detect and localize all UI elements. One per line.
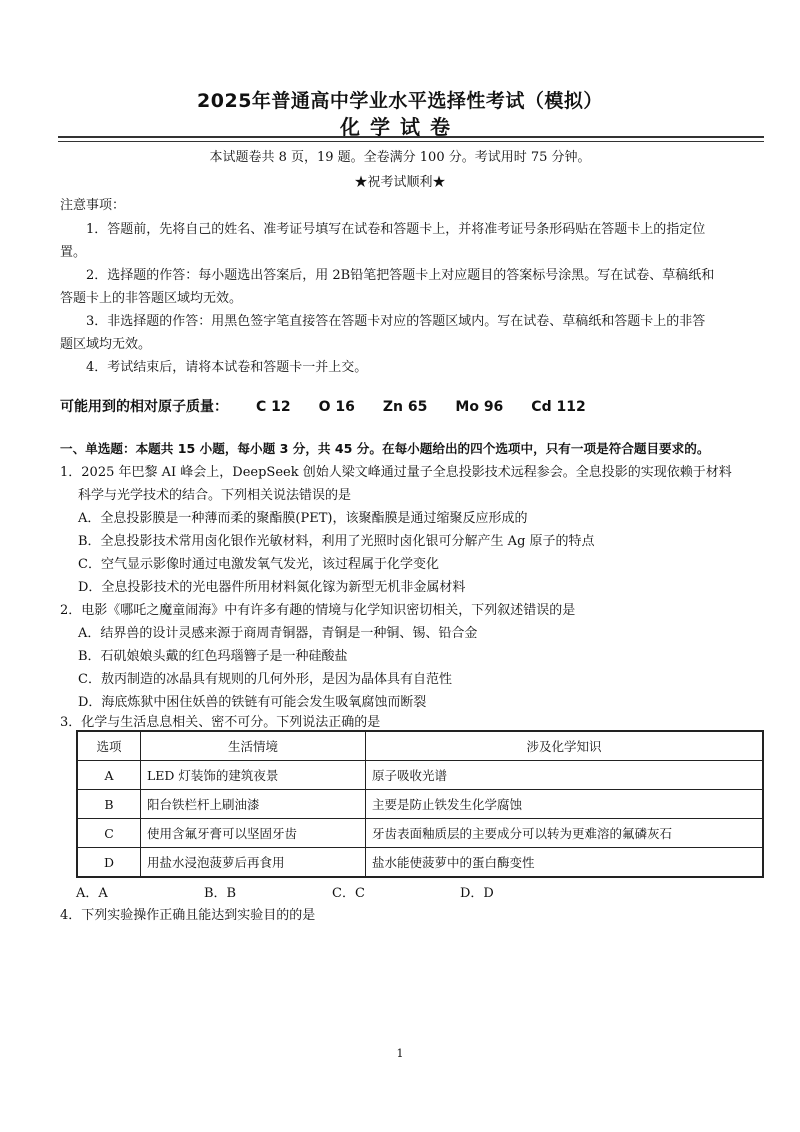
table-cell: LED 灯装饰的建筑夜景 bbox=[141, 761, 366, 790]
q4-stem: 4．下列实验操作正确且能达到实验目的的是 bbox=[60, 908, 316, 923]
table-cell: 原子吸收光谱 bbox=[366, 761, 764, 790]
table-cell: 用盐水浸泡菠萝后再食用 bbox=[141, 848, 366, 878]
header-divider-thick bbox=[58, 136, 764, 138]
note-item-2: 2．选择题的作答：每小题选出答案后，用 2B铅笔把答题卡上对应题目的答案标号涂黑。写在试卷、草稿纸和 bbox=[86, 268, 715, 283]
q3-option-a: A．A bbox=[76, 886, 108, 901]
table-header-cell: 生活情境 bbox=[141, 731, 366, 761]
q1-option-c: C．空气显示影像时通过电激发氧气发光，该过程属于化学变化 bbox=[78, 557, 439, 572]
table-row bbox=[77, 848, 763, 878]
table-header-cell: 选项 bbox=[77, 731, 141, 761]
atomic-masses bbox=[60, 396, 586, 416]
exam-title: 2025年普通高中学业水平选择性考试（模拟） bbox=[197, 90, 603, 112]
atomic-mass-mo: Mo 96 bbox=[455, 399, 504, 415]
table-cell: 阳台铁栏杆上刷油漆 bbox=[141, 790, 366, 819]
table-cell: 主要是防止铁发生化学腐蚀 bbox=[366, 790, 764, 819]
subject-title: 化学试卷 bbox=[340, 115, 460, 139]
q1-option-a: A．全息投影膜是一种薄而柔的聚酯膜(PET)，该聚酯膜是通过缩聚反应形成的 bbox=[78, 511, 528, 526]
note-item-2-cont: 答题卡上的非答题区域均无效。 bbox=[60, 291, 243, 306]
q3-option-c: C．C bbox=[332, 886, 365, 901]
table-cell: B bbox=[77, 790, 141, 819]
note-item-1-cont: 置。 bbox=[60, 245, 87, 260]
table-cell: A bbox=[77, 761, 141, 790]
table-cell: 盐水能使菠萝中的蛋白酶变性 bbox=[366, 848, 764, 878]
q2-stem: 2．电影《哪吒之魔童闹海》中有许多有趣的情境与化学知识密切相关，下列叙述错误的是 bbox=[60, 603, 576, 618]
table-row bbox=[77, 819, 763, 848]
q2-option-b: B．石矶娘娘头戴的红色玛瑙簪子是一种硅酸盐 bbox=[78, 649, 348, 664]
note-item-3-cont: 题区域均无效。 bbox=[60, 337, 152, 352]
q1-stem-cont: 科学与光学技术的结合。下列相关说法错误的是 bbox=[78, 488, 352, 503]
header-divider-thin bbox=[58, 141, 764, 142]
note-item-4: 4．考试结束后，请将本试卷和答题卡一并上交。 bbox=[86, 360, 368, 375]
atomic-masses-label: 可能用到的相对原子质量： bbox=[60, 399, 228, 415]
table-cell: 使用含氟牙膏可以坚固牙齿 bbox=[141, 819, 366, 848]
note-item-3: 3．非选择题的作答：用黑色签字笔直接答在答题卡对应的答题区域内。写在试卷、草稿纸和答题卡上的非答 bbox=[86, 314, 706, 329]
q3-option-d: D．D bbox=[460, 886, 494, 901]
note-item-1: 1．答题前，先将自己的姓名、准考证号填写在试卷和答题卡上，并将准考证号条形码贴在答题卡上的指定位 bbox=[86, 222, 706, 237]
q2-option-c: C．敖丙制造的冰晶具有规则的几何外形，是因为晶体具有自范性 bbox=[78, 672, 452, 687]
q1-option-d: D．全息投影技术的光电器件所用材料氮化镓为新型无机非金属材料 bbox=[78, 580, 466, 595]
atomic-mass-zn: Zn 65 bbox=[382, 399, 428, 415]
table-cell: C bbox=[77, 819, 141, 848]
table-cell: D bbox=[77, 848, 141, 878]
q3-options bbox=[76, 882, 588, 901]
table-row bbox=[77, 790, 763, 819]
atomic-mass-c: C 12 bbox=[256, 399, 291, 415]
table-header-cell: 涉及化学知识 bbox=[366, 731, 764, 761]
notes-heading: 注意事项： bbox=[60, 198, 126, 213]
atomic-mass-cd: Cd 112 bbox=[531, 399, 586, 415]
section-heading: 一、单选题：本题共 15 小题，每小题 3 分，共 45 分。在每小题给出的四个选项中，只有一项是符合题目要求的。 bbox=[60, 441, 710, 456]
q2-option-a: A．结界兽的设计灵感来源于商周青铜器，青铜是一种铜、锡、铅合金 bbox=[78, 626, 478, 641]
page-number: 1 bbox=[396, 1047, 404, 1060]
exam-wish: ★祝考试顺利★ bbox=[354, 175, 446, 190]
q3-stem: 3．化学与生活息息相关、密不可分。下列说法正确的是 bbox=[60, 715, 381, 730]
q1-option-b: B．全息投影技术常用卤化银作光敏材料，利用了光照时卤化银可分解产生 Ag 原子的特点 bbox=[78, 534, 595, 549]
q2-option-d: D．海底炼狱中困住妖兽的铁链有可能会发生吸氧腐蚀而断裂 bbox=[78, 695, 427, 710]
exam-info: 本试题卷共 8 页，19 题。全卷满分 100 分。考试用时 75 分钟。 bbox=[209, 150, 591, 165]
q3-table bbox=[76, 730, 764, 878]
q3-option-b: B．B bbox=[204, 886, 237, 901]
table-cell: 牙齿表面釉质层的主要成分可以转为更难溶的氟磷灰石 bbox=[366, 819, 764, 848]
atomic-mass-o: O 16 bbox=[318, 399, 355, 415]
table-header-row bbox=[77, 731, 763, 761]
table-row bbox=[77, 761, 763, 790]
q1-stem: 1．2025 年巴黎 AI 峰会上，DeepSeek 创始人梁文峰通过量子全息投影技术远程参会。全息投影的实现依赖于材料 bbox=[60, 465, 732, 480]
